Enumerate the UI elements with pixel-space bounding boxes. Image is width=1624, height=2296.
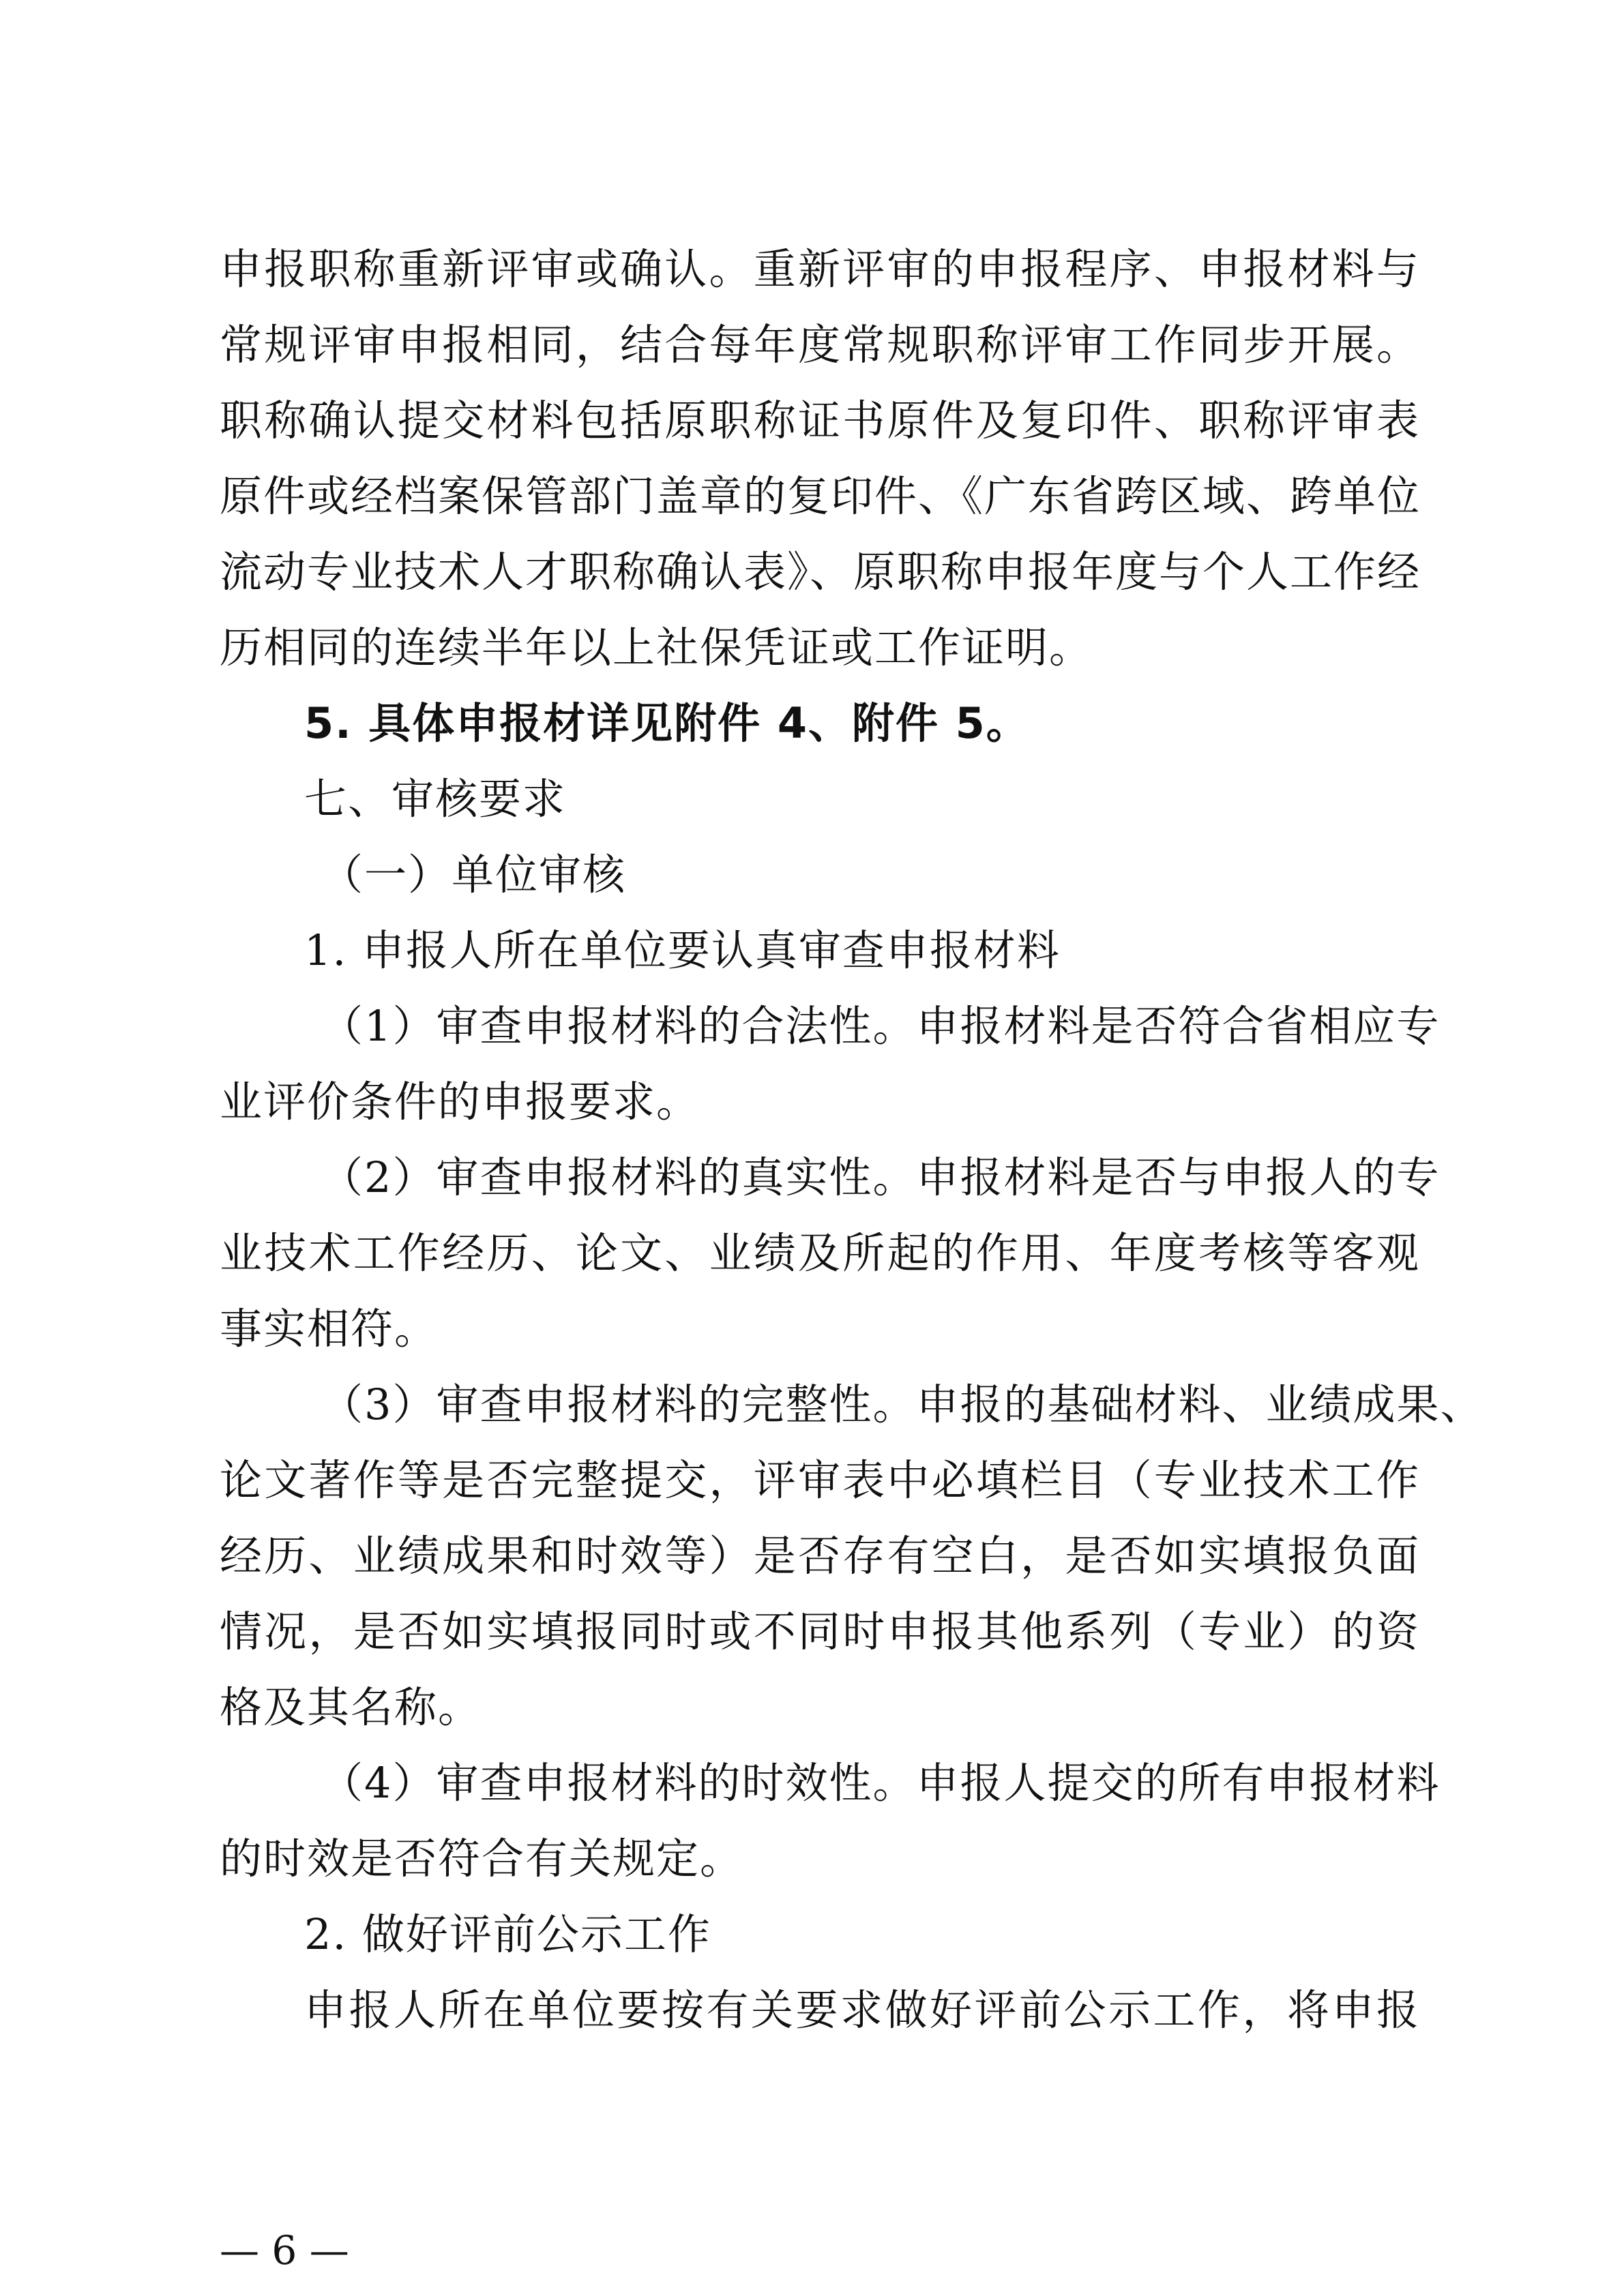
text-line: 情况，是否如实填报同时或不同时申报其他系列（专业）的资 [220,1607,1420,1656]
text-line: 业评价条件的申报要求。 [220,1077,700,1127]
text-line: 论文著作等是否完整提交，评审表中必填栏目（专业技术工作 [220,1455,1420,1505]
text-line: 申报职称重新评审或确认。重新评审的申报程序、申报材料与 [220,244,1420,294]
text-line: 历相同的连续半年以上社保凭证或工作证明。 [220,623,1093,672]
page-number: — 6 — [220,2227,349,2273]
text-line: （3）审查申报材料的完整性。申报的基础材料、业绩成果、 [321,1380,1484,1429]
point-heading: 2. 做好评前公示工作 [304,1909,711,1959]
text-line: （4）审查申报材料的时效性。申报人提交的所有申报材料 [321,1758,1441,1808]
text-line: （2）审查申报材料的真实性。申报材料是否与申报人的专 [321,1152,1441,1202]
item-5-heading: 5. 具体申报材详见附件 4、附件 5。 [304,698,1030,748]
text-line: 流动专业技术人才职称确认表》、原职称申报年度与个人工作经 [220,547,1421,597]
text-line: 业技术工作经历、论文、业绩及所起的作用、年度考核等客观 [220,1228,1420,1278]
text-line: 常规评审申报相同，结合每年度常规职称评审工作同步开展。 [220,320,1420,370]
text-line: 格及其名称。 [220,1682,482,1732]
text-line: 经历、业绩成果和时效等）是否存有空白，是否如实填报负面 [220,1531,1420,1581]
section-heading: 七、审核要求 [304,774,567,824]
point-heading: 1. 申报人所在单位要认真审查申报材料 [304,925,1061,975]
text-line: 事实相符。 [220,1304,439,1354]
subsection-heading: （一）单位审核 [321,850,627,899]
text-line: 原件或经档案保管部门盖章的复印件、《广东省跨区域、跨单位 [220,471,1421,521]
text-line: 的时效是否符合有关规定。 [220,1834,744,1883]
text-line: 职称确认提交材料包括原职称证书原件及复印件、职称评审表 [220,396,1420,445]
text-line: 申报人所在单位要按有关要求做好评前公示工作，将申报 [304,1985,1420,2035]
text-line: （1）审查申报材料的合法性。申报材料是否符合省相应专 [321,1001,1441,1051]
